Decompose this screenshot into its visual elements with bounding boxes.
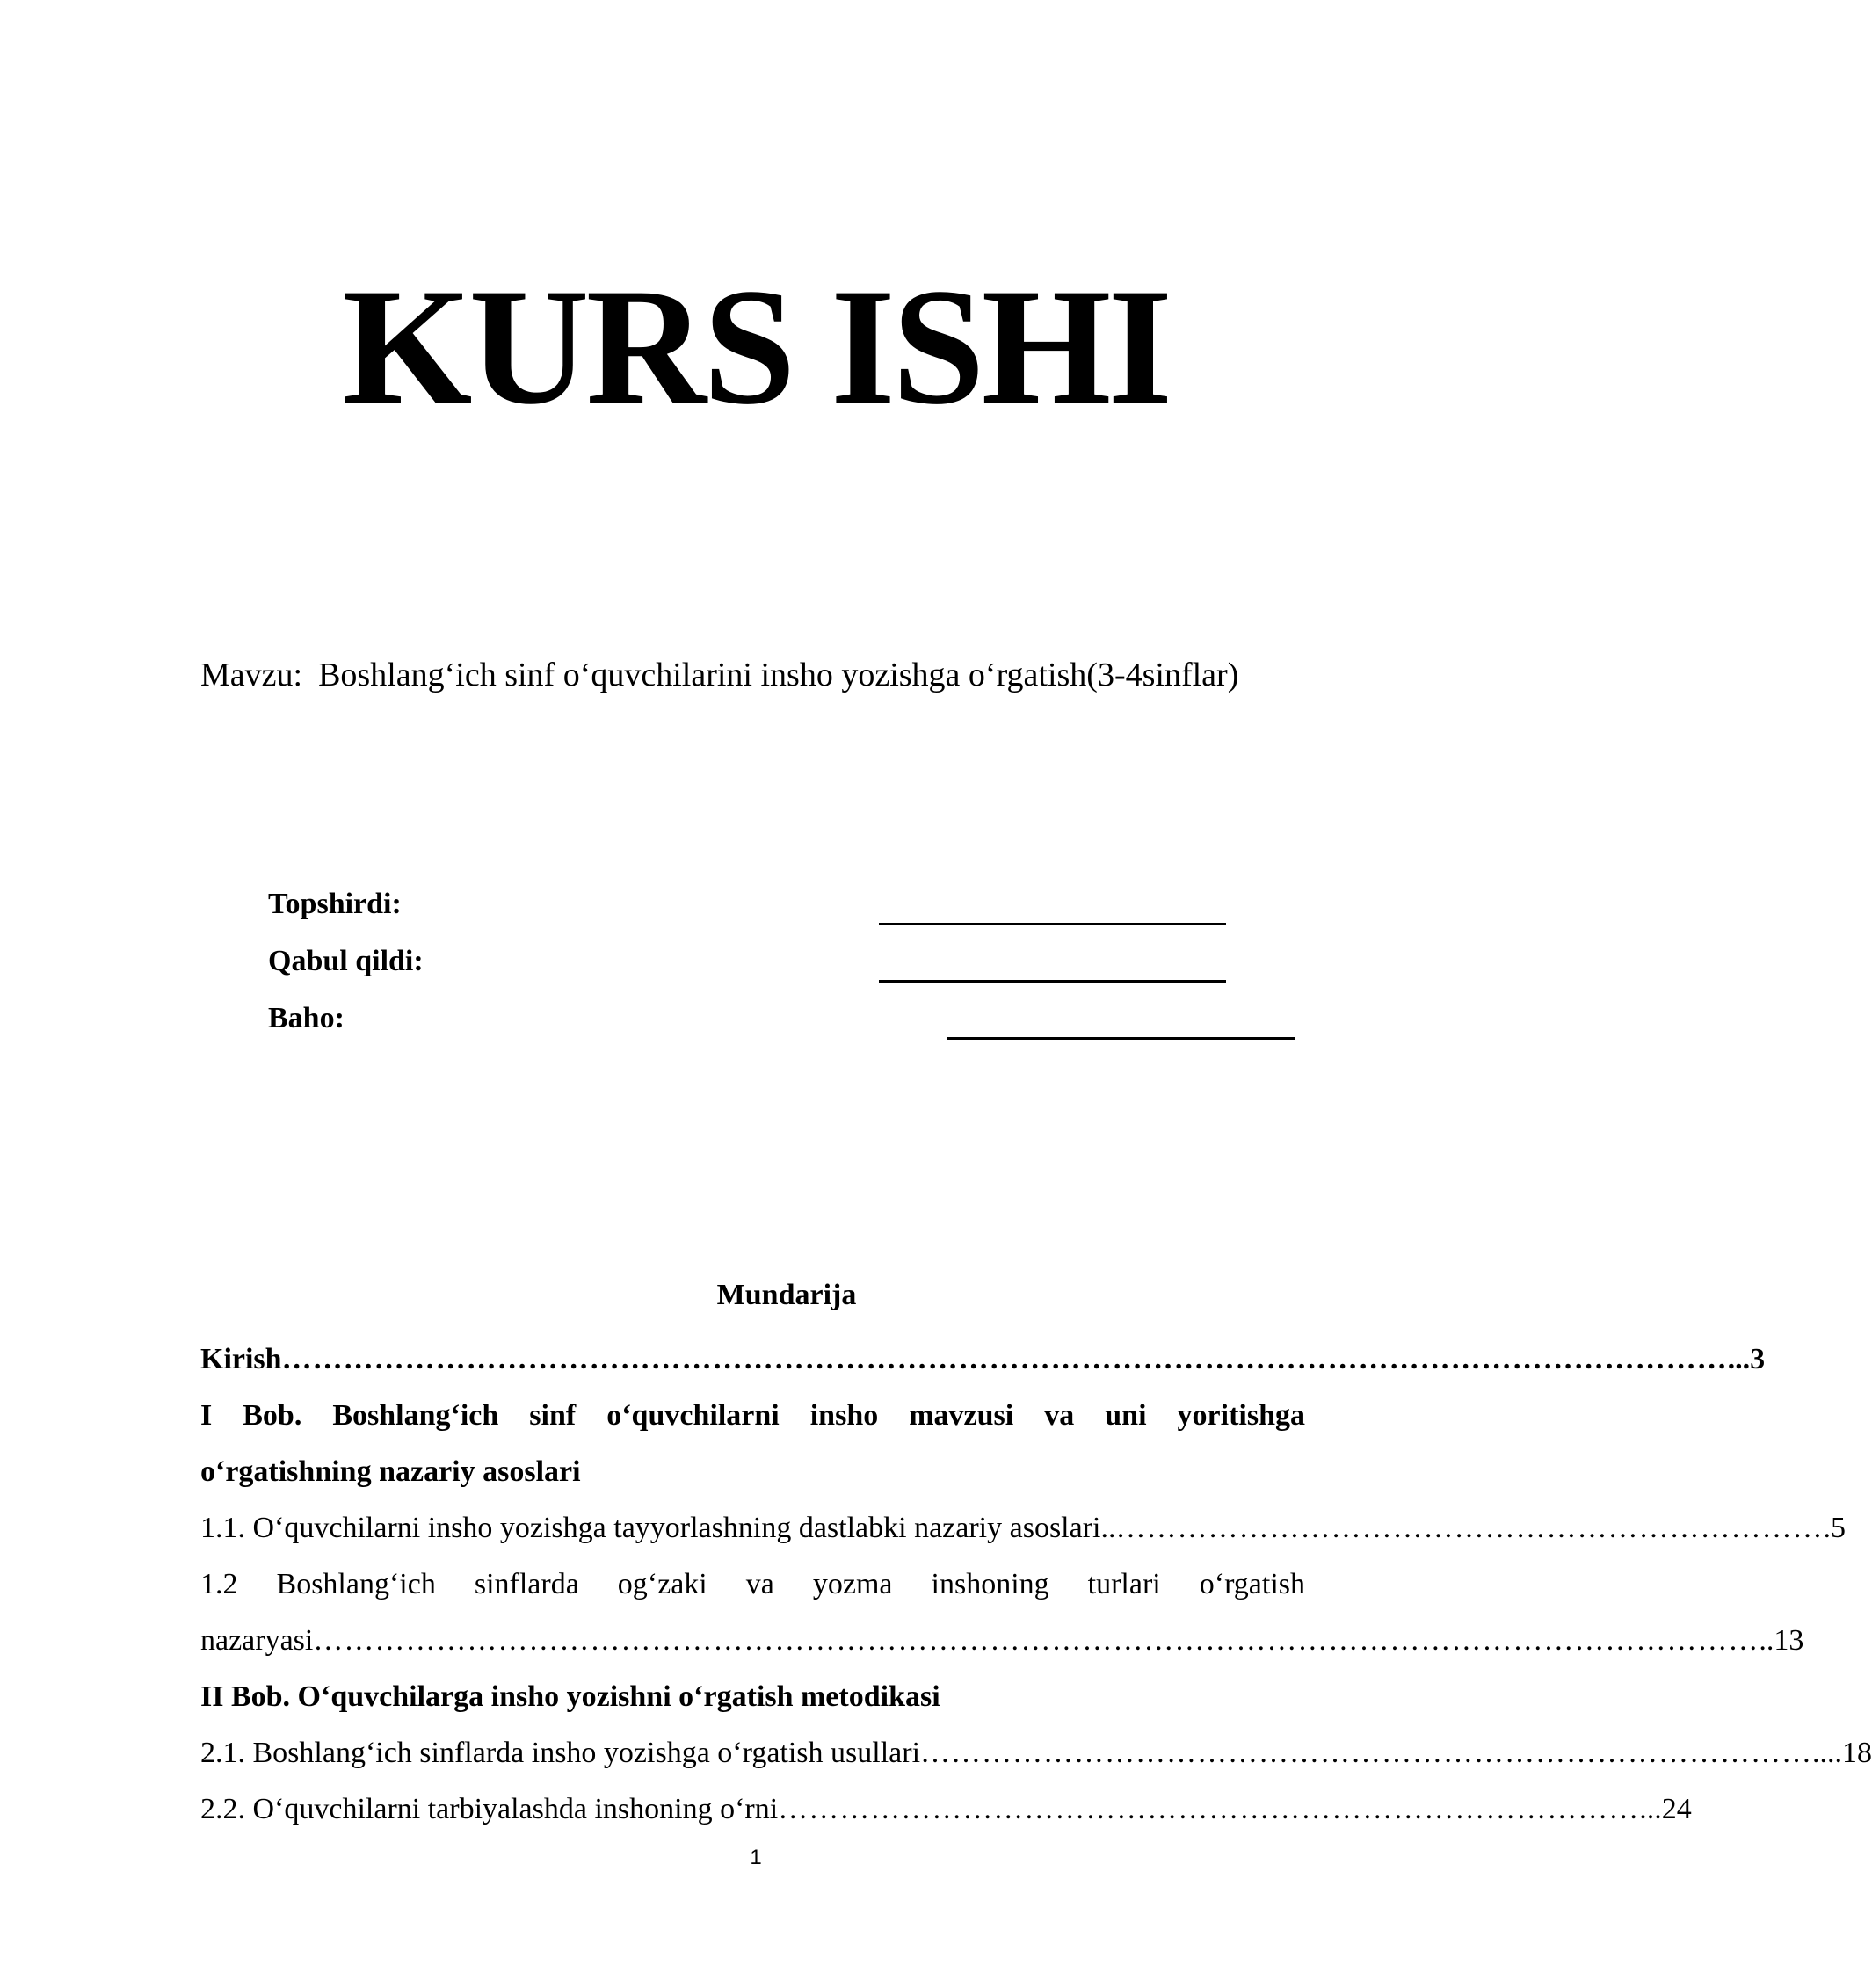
submitted-by-label: Topshirdi: — [268, 888, 402, 920]
toc-entry-page: ...24 — [1639, 1793, 1692, 1825]
toc-entry-page: ....18 — [1812, 1737, 1872, 1769]
toc-entry-page: ...3 — [1727, 1343, 1766, 1375]
toc-entry-1-2-line1: 1.2 Boshlang‘ich sinflarda og‘zaki va yozma inshoning turlari o‘rgatish — [200, 1568, 1305, 1600]
toc-leader-dots: …………………………………………………………… — [1115, 1512, 1824, 1544]
topic-label: Mavzu: — [200, 657, 303, 693]
grade-line — [947, 1037, 1295, 1040]
toc-title: Mundarija — [716, 1279, 857, 1311]
toc-entry-2-2 — [200, 1781, 1692, 1838]
toc-chapter-2 — [200, 1669, 1305, 1725]
topic-text: Boshlang‘ich sinf o‘quvchilarini insho yozishga o‘rgatish(3-4sinflar) — [318, 657, 1239, 693]
toc-entry-text: nazaryasi — [200, 1624, 314, 1657]
toc-chapter-1-line1: I Bob. Boshlang‘ich sinf o‘quvchilarni insho mavzusi va uni yoritishga — [200, 1399, 1305, 1432]
submitted-by-line — [879, 923, 1226, 925]
accepted-by-line — [879, 980, 1226, 983]
toc-entry-text: 2.2. O‘quvchilarni tarbiyalashda inshoning o‘rni — [200, 1793, 779, 1825]
toc-entry-1-1 — [200, 1500, 1846, 1556]
page-number: 1 — [750, 1846, 762, 1869]
toc-entry-text: o‘rgatishning nazariy asoslari — [200, 1455, 581, 1488]
toc-entry-text: II Bob. O‘quvchilarga insho yozishni o‘rgatish metodikasi — [200, 1680, 940, 1713]
accepted-by-label: Qabul qildi: — [268, 945, 424, 977]
toc-entry-text: Kirish — [200, 1343, 282, 1375]
toc-entry-1-2-line2 — [200, 1613, 1804, 1669]
toc-entry-2-1 — [200, 1725, 1872, 1781]
toc-entry-kirish — [200, 1331, 1766, 1388]
table-of-contents — [200, 1331, 1872, 1838]
toc-entry-page: ..13 — [1759, 1624, 1804, 1657]
toc-leader-dots: ………………………………………………………………………… — [778, 1793, 1640, 1825]
toc-leader-dots: …………………………………………………………………………………………………………………………… — [281, 1343, 1728, 1375]
topic-block — [200, 642, 1281, 708]
toc-leader-dots: …………………………………………………………………………… — [920, 1737, 1813, 1769]
toc-entry-text: 2.1. Boshlang‘ich sinflarda insho yozishga o‘rgatish usullari — [200, 1737, 921, 1769]
toc-entry-text: 1.1. O‘quvchilarni insho yozishga tayyorlashning dastlabki nazariy asoslari.. — [200, 1512, 1116, 1544]
toc-leader-dots: …………………………………………………………………………………………………………………………… — [313, 1624, 1760, 1657]
grade-label: Baho: — [268, 1002, 345, 1034]
document-title: KURS ISHI — [342, 255, 1170, 439]
toc-entry-page: .5 — [1823, 1512, 1846, 1544]
toc-chapter-1-line2 — [200, 1444, 1305, 1500]
